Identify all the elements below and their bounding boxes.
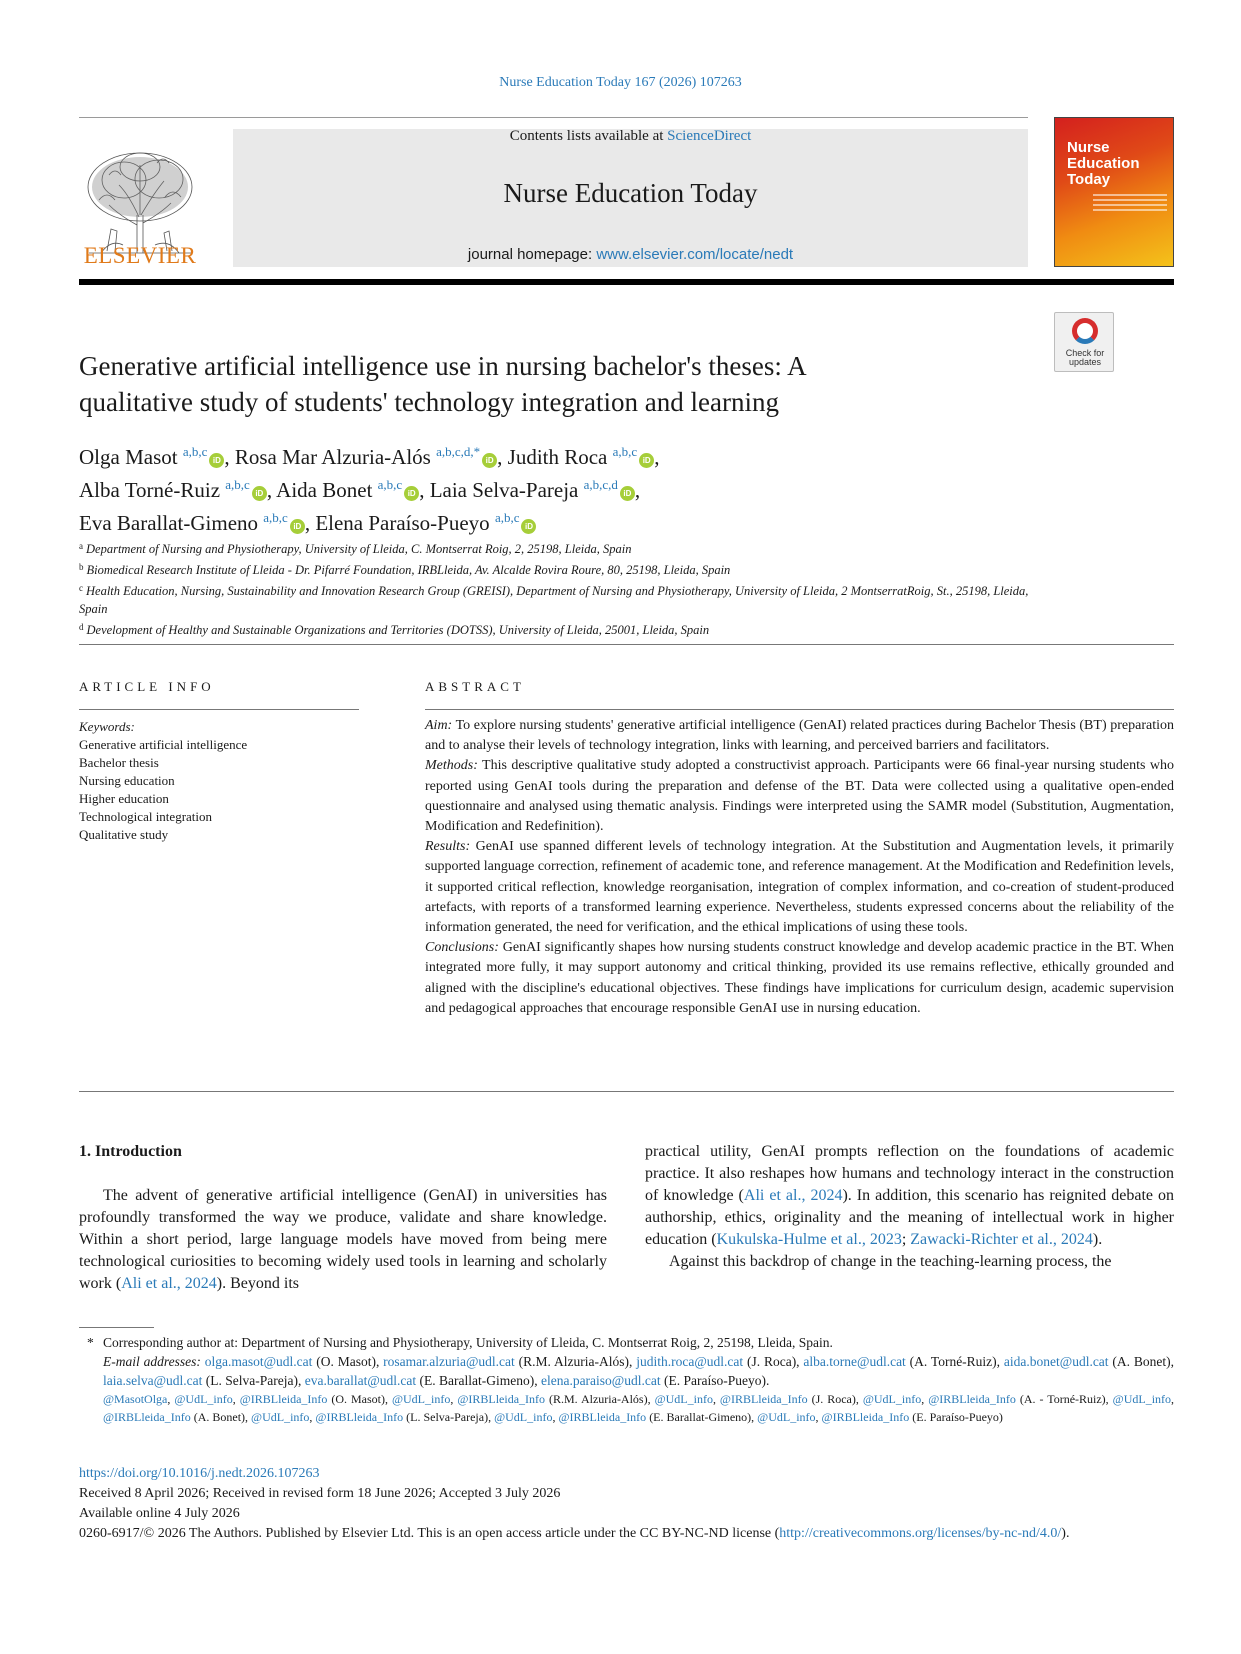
title-line: Generative artificial intelligence use in nursing bachelor's theses: A [79, 351, 807, 381]
social-owner: (O. Masot), [327, 1392, 392, 1406]
citation-link[interactable]: Ali et al., 2024 [121, 1275, 217, 1292]
author-line [79, 438, 1179, 471]
email-link[interactable]: judith.roca@udl.cat [636, 1354, 744, 1369]
author-affiliation-marks[interactable]: a,b,c [225, 477, 250, 492]
social-handle-link[interactable]: @UdL_info [862, 1392, 922, 1406]
body-column-right [645, 1141, 1174, 1273]
keyword-item: Qualitative study [79, 827, 169, 842]
email-owner: (A. Torné-Ruiz), [905, 1354, 1004, 1369]
social-handle-link[interactable]: @IRBLleida_Info [928, 1392, 1016, 1406]
author-affiliation-marks[interactable]: a,b,c [494, 510, 520, 525]
corresponding-author-note [79, 1333, 1174, 1352]
abstract-methods [425, 756, 1174, 837]
received-dates: Received 8 April 2026; Received in revised form 18 June 2026; Accepted 3 July 2026 [79, 1486, 561, 1501]
author-name[interactable]: Laia Selva-Pareja [429, 478, 579, 502]
section-heading: 1. Introduction [79, 1143, 182, 1160]
affiliation-item [79, 579, 1029, 618]
body-paragraph: Against this backdrop of change in the teaching-learning process, the [669, 1253, 1112, 1270]
author-separator: , [634, 478, 641, 502]
author-separator: , [497, 445, 508, 469]
social-handle-link[interactable]: @IRBLleida_Info [821, 1410, 910, 1424]
social-handle-link[interactable]: @MasotOlga [103, 1392, 168, 1406]
orcid-icon[interactable]: iD [620, 486, 635, 501]
affiliation-text: Development of Healthy and Sustainable Organizations and Territories (DOTSS), University of Lleida, 25001, Lleida, Spain [86, 623, 710, 637]
orcid-icon[interactable]: iD [209, 453, 224, 468]
email-owner: (O. Masot), [312, 1354, 384, 1369]
author-affiliation-marks[interactable]: a,b,c [182, 444, 208, 459]
title-line: qualitative study of students' technology integration and learning [79, 387, 779, 417]
keyword-item: Bachelor thesis [79, 755, 159, 770]
email-owner: (E. Barallat-Gimeno), [416, 1373, 541, 1388]
social-handles: @MasotOlga, @UdL_info, @IRBLleida_Info (O. Masot), @UdL_info, @IRBLleida_Info (R.M. Alzuria-Alós), @UdL_info, @IRBLleida_Info (J. Roca), @UdL_info, @IRBLleida_Info (A. - Torné-Ruiz), @UdL_info, @IRBLleida_Info (A. Bonet), @UdL_info, @IRBLleida_Info (L. Selva-Pareja), @UdL_info, @IRBLleida_Info (E. Barallat-Gimeno), @UdL_info, @IRBLleida_Info (E. Paraíso-Pueyo) [103, 1392, 1175, 1424]
author-name[interactable]: Rosa Mar Alzuria-Alós [234, 445, 431, 469]
keyword-item: Technological integration [79, 809, 213, 824]
crossmark-line: updates [1068, 357, 1102, 367]
article-info-rule [79, 709, 359, 710]
affiliation-key: b [79, 562, 84, 572]
social-handle-link[interactable]: @IRBLleida_Info [457, 1392, 546, 1406]
orcid-icon[interactable]: iD [482, 453, 497, 468]
footnotes [79, 1333, 1174, 1426]
crossmark-label [1055, 349, 1115, 367]
abstract-text: GenAI significantly shapes how nursing students construct knowledge and develop academic practice in the BT. When integrated more fully, it may support autonomy and critical thinking, provided its use remains reflective, ethically grounded and aligned with the discipline's educational objectives. These findings have implications for curriculum design, academic supervision and pedagogical approaches that encourage responsible GenAI use in nursing education. [425, 940, 1174, 1016]
license-line [79, 1524, 1174, 1544]
abstract-text: This descriptive qualitative study adopted a constructivist approach. Participants were 66 final-year nursing students who reported using GenAI tools during the preparation and defense of the BT. Data were collected using a qualitative open-ended questionnaire and analysed using thematic analysis. Findings were interpreted using the SAMR model (Substitution, Augmentation, Modification and Redefinition). [425, 758, 1174, 835]
social-owner: (J. Roca), [807, 1392, 863, 1406]
abstract-results [425, 837, 1174, 938]
social-handle-link[interactable]: @IRBLleida_Info [239, 1392, 328, 1406]
license-text: 0260-6917/© 2026 The Authors. Published by Elsevier Ltd. This is an open access article under the CC BY-NC-ND license ( [79, 1526, 780, 1541]
affiliation-text: Department of Nursing and Physiotherapy, University of Lleida, C. Montserrat Roig, 2, 25198, Lleida, Spain [86, 542, 632, 556]
license-link[interactable]: http://creativecommons.org/licenses/by-nc-nd/4.0/ [779, 1526, 1062, 1541]
body-text: The advent of generative artificial intelligence (GenAI) in universities has profoundly transformed the way we produce, validate and share knowledge. Within a short period, large language models have moved from being mere technological curiosities to becoming widely used tools in learning and scholarly work ( [79, 1187, 607, 1292]
social-handle-link[interactable]: @UdL_info [757, 1410, 816, 1424]
author-separator: , [266, 478, 277, 502]
affiliation-text: Health Education, Nursing, Sustainability and Innovation Research Group (GREISI), Department of Nursing and Physiotherapy, University of Lleida, 2 MontserratRoig, St., 25198, Lleida, Spain [79, 584, 1029, 616]
footnote-text: Corresponding author at: Department of Nursing and Physiotherapy, University of Lleida, C. Montserrat Roig, 2, 25198, Lleida, Spain. [103, 1335, 833, 1350]
orcid-icon[interactable]: iD [521, 519, 536, 534]
author-affiliation-marks[interactable]: a,b,c,d [583, 477, 618, 492]
cover-title [1067, 140, 1140, 188]
author-name[interactable]: Elena Paraíso-Pueyo [315, 511, 490, 535]
author-line [79, 504, 1179, 537]
social-handle-link[interactable]: @IRBLleida_Info [719, 1392, 808, 1406]
crossmark-line: Check for [1065, 348, 1105, 358]
affiliation-key: a [79, 541, 83, 551]
citation-link[interactable]: Ali et al., 2024 [743, 1187, 843, 1204]
citation-link[interactable]: Kukulska-Hulme et al., 2023 [716, 1231, 902, 1248]
email-link[interactable]: laia.selva@udl.cat [103, 1373, 203, 1388]
social-handle-link[interactable]: @UdL_info [1112, 1392, 1172, 1406]
email-owner: (L. Selva-Pareja), [202, 1373, 305, 1388]
social-handle-link[interactable]: @UdL_info [494, 1410, 553, 1424]
header-thick-rule [79, 279, 1174, 285]
section-rule [79, 644, 1174, 645]
email-link[interactable]: eva.barallat@udl.cat [304, 1373, 417, 1388]
author-name[interactable]: Olga Masot [79, 445, 178, 469]
journal-homepage-link[interactable]: www.elsevier.com/locate/nedt [596, 246, 794, 263]
email-link[interactable]: aida.bonet@udl.cat [1003, 1354, 1109, 1369]
email-owner: (J. Roca), [743, 1354, 804, 1369]
abstract-aim [425, 716, 1174, 756]
social-handle-link[interactable]: @UdL_info [391, 1392, 451, 1406]
email-owner: (R.M. Alzuria-Alós), [514, 1354, 637, 1369]
author-name[interactable]: Judith Roca [507, 445, 608, 469]
abstract-conclusions [425, 938, 1174, 1019]
doi-link[interactable]: https://doi.org/10.1016/j.nedt.2026.107263 [79, 1466, 320, 1481]
journal-name: Nurse Education Today [503, 178, 758, 208]
keywords-label: Keywords: [79, 719, 135, 734]
body-paragraph [79, 1185, 607, 1295]
author-affiliation-marks[interactable]: a,b,c [377, 477, 403, 492]
publication-info [79, 1464, 1174, 1544]
contents-prefix: Contents lists available at [509, 128, 668, 144]
email-owner: (A. Bonet), [1108, 1354, 1175, 1369]
homepage-prefix: journal homepage: [467, 246, 597, 263]
body-text: practical utility, GenAI prompts reflection on the foundations of academic practice. It also reshapes how humans and technology interact in the construction of knowledge ( [645, 1143, 1174, 1204]
author-list [79, 438, 1179, 537]
affiliation-text: Biomedical Research Institute of Lleida - Dr. Pifarré Foundation, IRBLleida, Av. Alcalde Rovira Roure, 80, 25198, Lleida, Spain [86, 563, 731, 577]
email-label: E-mail addresses: [103, 1354, 201, 1369]
section-rule [79, 1091, 1174, 1092]
social-owner: (A. Bonet), [190, 1410, 252, 1424]
email-link[interactable]: alba.torne@udl.cat [803, 1354, 906, 1369]
license-text: ). [1061, 1526, 1070, 1541]
header-rule [79, 117, 1028, 118]
social-handle-link[interactable]: @IRBLleida_Info [315, 1410, 404, 1424]
abstract-rule [425, 709, 1174, 710]
affiliations [79, 537, 1029, 639]
email-link[interactable]: elena.paraiso@udl.cat [540, 1373, 661, 1388]
abstract-body [425, 716, 1174, 1019]
social-handle-link[interactable]: @UdL_info [654, 1392, 713, 1406]
social-owner: (E. Barallat-Gimeno), [646, 1410, 758, 1424]
keyword-item: Higher education [79, 791, 169, 806]
affiliation-item [79, 558, 1029, 579]
affiliation-key: c [79, 583, 83, 593]
social-owner: (L. Selva-Pareja), [403, 1410, 495, 1424]
body-column-left [79, 1141, 607, 1295]
cover-title-line: Education [1067, 155, 1140, 172]
author-affiliation-marks[interactable]: a,b,c,d,* [436, 444, 481, 459]
body-text: ). [1092, 1231, 1103, 1248]
keyword-item: Generative artificial intelligence [79, 737, 248, 752]
author-name[interactable]: Aida Bonet [276, 478, 373, 502]
orcid-icon[interactable]: iD [290, 519, 305, 534]
affiliation-key: d [79, 622, 84, 632]
author-separator: , [304, 511, 316, 535]
abstract-label: Methods: [425, 758, 478, 774]
orcid-icon[interactable]: iD [639, 453, 654, 468]
social-handle-link[interactable]: @UdL_info [251, 1410, 310, 1424]
author-name[interactable]: Eva Barallat-Gimeno [79, 511, 259, 535]
body-text: ; [901, 1231, 911, 1248]
author-name[interactable]: Alba Torné-Ruiz [79, 478, 221, 502]
body-paragraph [645, 1141, 1174, 1251]
affiliation-item [79, 618, 1029, 639]
cover-subtitle-lines [1093, 194, 1167, 214]
keyword-item: Nursing education [79, 773, 175, 788]
email-link[interactable]: rosamar.alzuria@udl.cat [383, 1354, 515, 1369]
author-affiliation-marks[interactable]: a,b,c [263, 510, 288, 525]
social-handle-link[interactable]: @IRBLleida_Info [103, 1410, 191, 1424]
footnote-rule [79, 1327, 154, 1328]
crossmark-icon [1072, 318, 1098, 344]
article-title [79, 348, 979, 420]
author-separator: , [224, 445, 235, 469]
email-link[interactable]: olga.masot@udl.cat [204, 1354, 313, 1369]
author-separator: , [419, 478, 430, 502]
body-text: ). In addition, this scenario has reignited debate on authorship, ethics, originality and the meaning of intellectual work in higher education ( [645, 1187, 1175, 1248]
social-owner: (R.M. Alzuria-Alós), [545, 1392, 655, 1406]
author-affiliation-marks[interactable]: a,b,c [612, 444, 638, 459]
article-info-heading: ARTICLE INFO [79, 679, 215, 694]
abstract-text: GenAI use spanned different levels of technology integration. At the Substitution and Augmentation levels, it primarily supported language correction, refinement of academic tone, and reference management. At the Modification and Redefinition levels, it supported critical reflection, knowledge reorganisation, integration of complex information, and co-creation of student-produced artefacts, with reports of a transformed learning experience. Nevertheless, students expressed concerns about the reliability of the information generated, the need for verification, and the ethical implications of using these tools. [425, 839, 1174, 936]
footnote-star: * [87, 1335, 94, 1350]
orcid-icon[interactable]: iD [252, 486, 267, 501]
affiliation-item [79, 537, 1029, 558]
author-line [79, 471, 1179, 504]
orcid-icon[interactable]: iD [404, 486, 419, 501]
email-owner: (E. Paraíso-Pueyo). [660, 1373, 770, 1388]
cover-title-line: Nurse [1067, 139, 1110, 156]
abstract-heading: ABSTRACT [425, 679, 525, 694]
email-addresses [79, 1352, 1174, 1390]
social-handle-link[interactable]: @IRBLleida_Info [558, 1410, 647, 1424]
running-head[interactable]: Nurse Education Today 167 (2026) 107263 [499, 75, 742, 90]
abstract-label: Conclusions: [425, 940, 499, 956]
social-handle-link[interactable]: @UdL_info [174, 1392, 233, 1406]
available-online: Available online 4 July 2026 [79, 1506, 240, 1521]
body-text: ). Beyond its [216, 1275, 299, 1292]
abstract-text: To explore nursing students' generative artificial intelligence (GenAI) related practices during Bachelor Thesis (BT) preparation and to analyse their levels of technology integration, links with learning, and perceived barriers and facilitators. [425, 718, 1174, 754]
journal-cover[interactable] [1054, 117, 1174, 267]
cover-title-line: Today [1067, 171, 1111, 188]
crossmark-button[interactable] [1054, 312, 1114, 372]
social-owner: (A. - Torné-Ruiz), [1015, 1392, 1113, 1406]
author-separator: , [654, 445, 660, 469]
sciencedirect-link[interactable]: ScienceDirect [667, 128, 752, 144]
contents-line [233, 128, 1028, 145]
abstract-label: Results: [425, 839, 471, 855]
citation-link[interactable]: Zawacki-Richter et al., 2024 [910, 1231, 1093, 1248]
abstract-label: Aim: [425, 718, 453, 733]
keywords-block [79, 718, 359, 844]
elsevier-logo-text: ELSEVIER [83, 243, 197, 268]
social-owner: (E. Paraíso-Pueyo) [909, 1410, 1003, 1424]
homepage-line [233, 246, 1028, 263]
